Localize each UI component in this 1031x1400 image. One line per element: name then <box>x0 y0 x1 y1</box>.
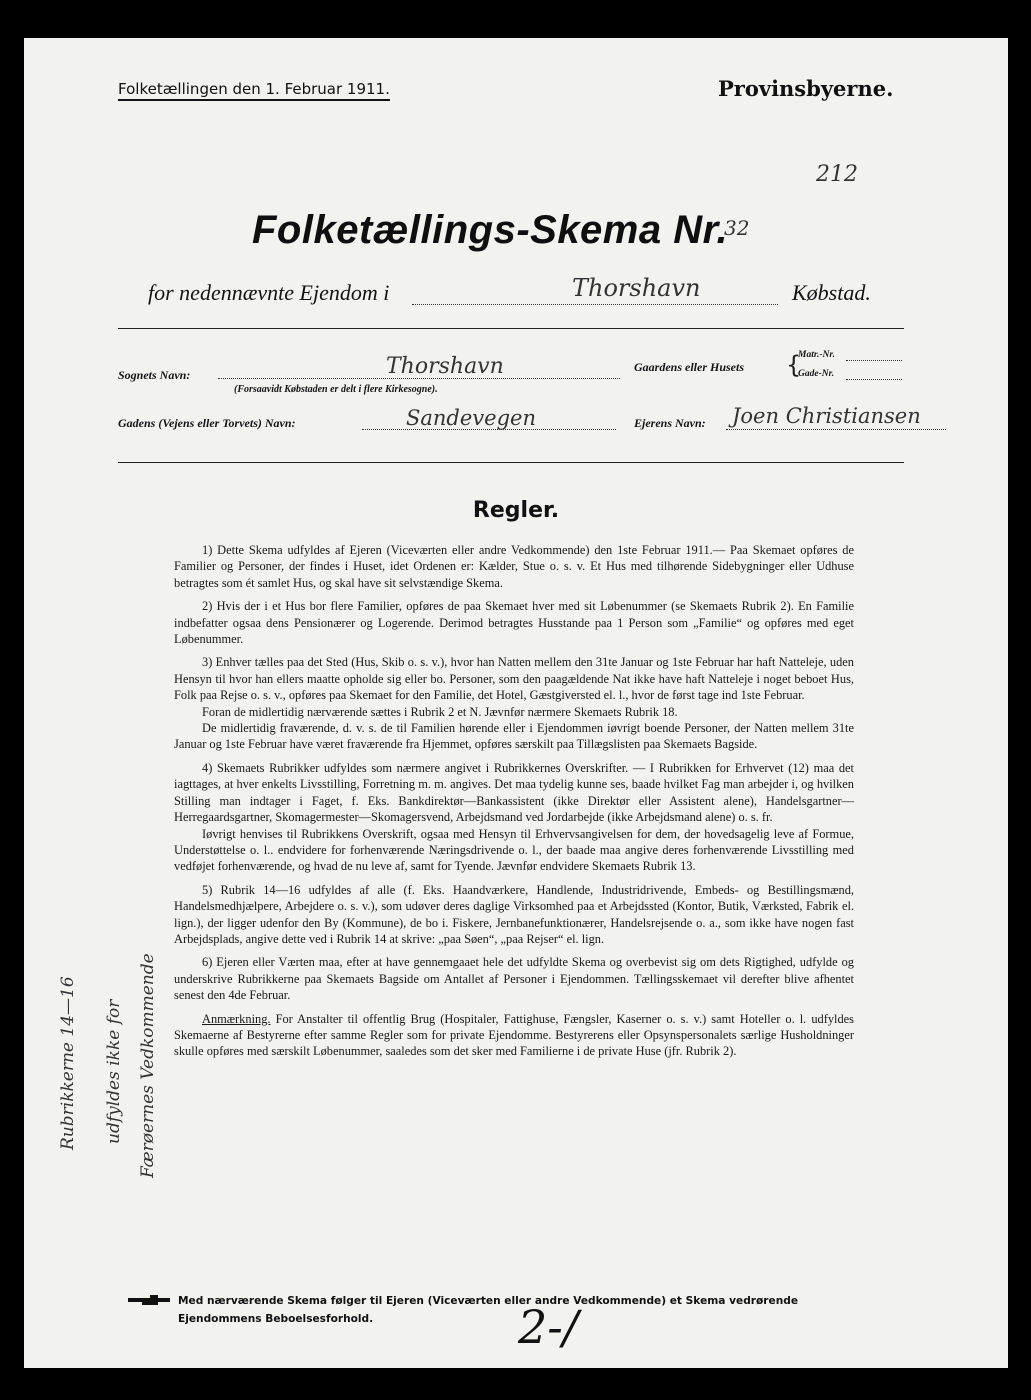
margin-note-1: Rubrikkerne 14—16 <box>58 976 78 1150</box>
handwritten-owner: Joen Christiansen <box>732 404 921 428</box>
kobstad-label: Købstad. <box>792 280 871 305</box>
gade-label: Gade-Nr. <box>798 369 835 379</box>
rule-2: 2) Hvis der i et Hus bor flere Familier, opføres de paa Skemaet hver med sit Løbenummer (se Skemaets Rubrik 2). En Familie indbefatter ogsaa dens Pensionærer og Logerende. Derimod betragtes Husstande paa 1 Person som „Familie“ og opføres med eget Løbenummer. <box>174 599 854 647</box>
margin-note-2: udfyldes ikke for <box>104 999 124 1144</box>
rules-heading: Regler. <box>472 498 560 523</box>
rule-1: 1) Dette Skema udfyldes af Ejeren (Viceværten eller andre Vedkommende) den 1ste Februar 1911.— Paa Skemaet opføres de Familier og Personer, der findes i Huset, idet Ordenen er: Kælder, Stue o. s. v. Et Hus med tilhørende Sidebygninger eller Udhuse betragtes som ét samlet Hus, og skal have sit selvstændige Skema. <box>174 543 854 590</box>
form-title <box>252 208 728 253</box>
rule-3-midlertidig-fravaerende: De midlertidig fraværende, d. v. s. de til Familien hørende eller i Ejendommen iøvrigt boende Personer, der Natten mellem 31te Januar og 1ste Februar have været fraværende fra Hjemmet, opføres særskilt paa Tillægslisten paa Skemaets Bagside. <box>174 721 854 752</box>
handwritten-street: Sandevegen <box>406 406 536 430</box>
anmaerkning-label: Anmærkning. <box>202 1011 271 1026</box>
handwritten-skema-number: 32 <box>724 216 750 240</box>
handwritten-town: Thorshavn <box>572 274 701 302</box>
anmaerkning <box>174 1011 854 1060</box>
sognets-note: (Forsaavidt Købstaden er delt i flere Kirkesogne). <box>234 384 438 395</box>
matr-line <box>846 360 902 361</box>
bottom-note: Med nærværende Skema følger til Ejeren (Viceværten eller andre Vedkommende) et Skema vedrørende Ejendommens Beboelsesforhold. <box>178 1295 799 1325</box>
census-form-page <box>24 38 1008 1368</box>
region-heading: Provinsbyerne. <box>718 76 894 101</box>
gade-line <box>846 379 902 380</box>
town-line <box>412 304 778 305</box>
rules-body <box>174 542 854 1067</box>
divider-bottom <box>118 462 904 463</box>
margin-note-3: Færøernes Vedkommende <box>138 953 158 1178</box>
gaardens-label: Gaardens eller Husets <box>634 360 745 374</box>
form-title-text: Folketællings-Skema Nr. <box>252 208 729 252</box>
anmaerkning-text: For Anstalter til offentlig Brug (Hospitaler, Fattighuse, Fængsler, Kaserner o. s. v.) samt Hoteller o. l. udfyldes Skemaerne af Bestyrerne efter samme Regler som for private Ejendomme. Bestyrerens eller Opsynspersonalets særlige Husholdninger skulle opføres med særskilt Løbenummer, saaledes som det sker med Familierne i de private Huse (jfr. Rubrik 2). <box>174 1011 854 1059</box>
ejerens-label: Ejerens Navn: <box>634 416 706 430</box>
divider-top <box>118 328 904 329</box>
for-label: for nedennævnte Ejendom i <box>148 280 390 305</box>
rule-4-iovrigt: Iøvrigt henvises til Rubrikkens Overskrift, ogsaa med Hensyn til Erhvervsangivelsen for dem, der hovedsagelig leve af Formue, Understøttelse o. l.. endvidere for forhenværende Næringsdrivende o. l., der baade maa angive deres forhenværende Livsstilling med vedføjet forhenværende, og hvad de nu leve af, samt for Tyende. Jævnfør endvidere Skemaets Rubrik 13. <box>174 826 854 874</box>
pointing-hand-icon <box>128 1292 172 1311</box>
matr-label: Matr.-Nr. <box>798 350 835 360</box>
gadens-label: Gadens (Vejens eller Torvets) Navn: <box>118 416 296 430</box>
owner-line <box>726 429 946 430</box>
handwritten-parish: Thorshavn <box>386 354 504 379</box>
handwritten-page-number: 212 <box>816 162 858 187</box>
rule-3-midlertidig-naervaerende: Foran de midlertidig nærværende sættes i Rubrik 2 et N. Jævnfør nærmere Skemaets Rubrik 18. <box>202 704 678 719</box>
sognets-label: Sognets Navn: <box>118 368 191 382</box>
rule-3: 3) Enhver tælles paa det Sted (Hus, Skib o. s. v.), hvor han Natten mellem den 31te Januar og 1ste Februar har haft Natteleje, uden Hensyn til hvor han ellers maatte opholde sig eller bo. Personer, som den paagældende Nat ikke have haft Natteleje i noget beboet Hus, Folk paa Rejse o. s. v., opføres paa Skemaet for den Familie, det Hotel, Gæstgiversted el. l., hvor de først tage ind 1ste Februar. <box>174 655 854 703</box>
handwritten-bottom-mark: 2-/ <box>518 1300 579 1354</box>
rule-6: 6) Ejeren eller Værten maa, efter at have gennemgaaet hele det udfyldte Skema og overbevist sig om dets Rigtighed, udfylde og underskrive Rubrikkerne paa Skemaets Bagside om Antallet af Personer i Ejendommen. Tællingsskemaet vil derefter blive afhentet senest den 4de Februar. <box>174 955 854 1003</box>
census-title: Folketællingen den 1. Februar 1911. <box>118 80 390 101</box>
rule-5: 5) Rubrik 14—16 udfyldes af alle (f. Eks. Haandværkere, Handlende, Industridrivende, Embeds- og Bestillingsmænd, Handelsmedhjælpere, Arbejdere o. s. v.), som udøver deres daglige Virksomhed paa et Arbejdssted (Kontor, Butik, Værksted, Fabrik el. lign.), der ligger udenfor den By (Kommune), de bo i. Fiskere, Jernbanefunktionærer, Handelsrejsende o. a., som ikke have nogen fast Arbejdsplads, angive dette ved i Rubrik 14 at skrive: „paa Søen“, „paa Rejser“ el. lign. <box>174 882 854 946</box>
brace-icon: { <box>786 351 802 379</box>
rule-4: 4) Skemaets Rubrikker udfyldes som nærmere angivet i Rubrikkernes Overskrifter. — I Rubrikken for Erhvervet (12) maa det iagttages, at hver enkelts Livsstilling, Forretning m. m. angives. Det maa tydelig kunne ses, baade hvilket Fag man arbejder i, og hvilken Stilling man indtager i Faget, f. Eks. Bankdirektør—Bankassistent (ikke Direktør eller Assistent alene), Handelsgartner—Herregaardsgartner, Skomagermester—Skomagersvend, Arbejdsmand ved Jordarbejde (ikke Arbejdsmand alene) o. s. fr. <box>174 760 854 825</box>
